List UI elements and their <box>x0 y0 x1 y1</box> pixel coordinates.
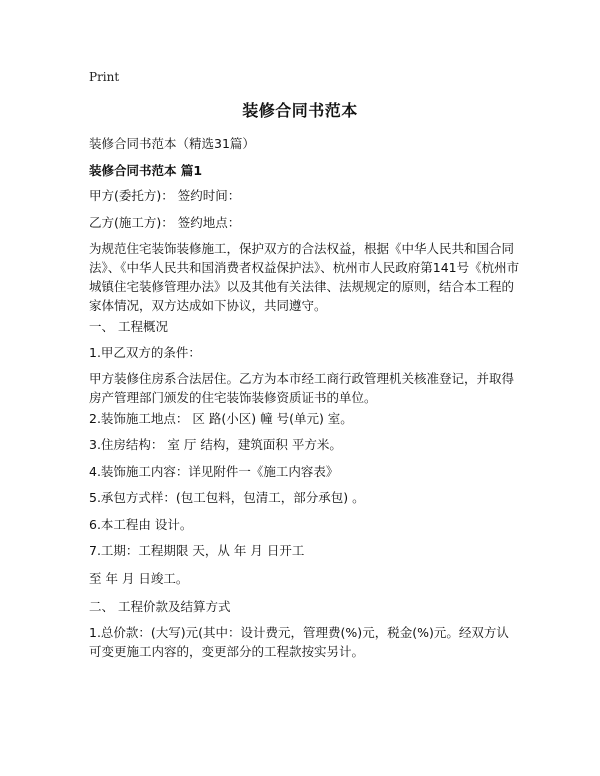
party-a-line: 甲方(委托方)： 签约时间： <box>89 188 241 203</box>
clause-1: 1.甲乙双方的条件： <box>89 345 201 360</box>
party-b-line: 乙方(施工方)： 签约地点： <box>89 215 241 230</box>
section-two-heading: 二、 工程价款及结算方式 <box>89 599 231 614</box>
section-one-heading: 一、 工程概况 <box>89 319 168 334</box>
section-heading: 装修合同书范本 篇1 <box>89 163 203 178</box>
document-subtitle: 装修合同书范本（精选31篇） <box>89 136 255 151</box>
clause-2: 2.装饰施工地点： 区 路(小区) 幢 号(单元) 室。 <box>89 411 353 426</box>
print-link[interactable]: Print <box>89 70 120 84</box>
payment-clause-1: 1.总价款：(大写)元(其中：设计费元，管理费(%)元，税金(%)元。经双方认可变更施工内容的，变更部分的工程款按实另计。 <box>89 625 509 659</box>
clause-5: 5.承包方式样：(包工包料，包清工，部分承包) 。 <box>89 490 365 505</box>
page-title: 装修合同书范本 <box>242 101 358 120</box>
clause-7: 7.工期：工程期限 天，从 年 月 日开工 <box>89 543 305 558</box>
clause-7-continued: 至 年 月 日竣工。 <box>89 571 189 586</box>
clause-1-body: 甲方装修住房系合法居住。乙方为本市经工商行政管理机关核准登记，并取得房产管理部门颁发的住宅装饰装修资质证书的单位。 <box>89 371 515 405</box>
preamble-paragraph: 为规范住宅装饰装修施工，保护双方的合法权益，根据《中华人民共和国合同法》、《中华人民共和国消费者权益保护法》、杭州市人民政府第141号《杭州市城镇住宅装修管理办法》以及其他有关法律、法规规定的原则，结合本工程的家体情况，双方达成如下协议，共同遵守。 <box>89 241 520 313</box>
clause-4: 4.装饰施工内容：详见附件一《施工内容表》 <box>89 464 339 479</box>
clause-6: 6.本工程由 设计。 <box>89 517 193 532</box>
clause-3: 3.住房结构： 室 厅 结构，建筑面积 平方米。 <box>89 437 342 452</box>
